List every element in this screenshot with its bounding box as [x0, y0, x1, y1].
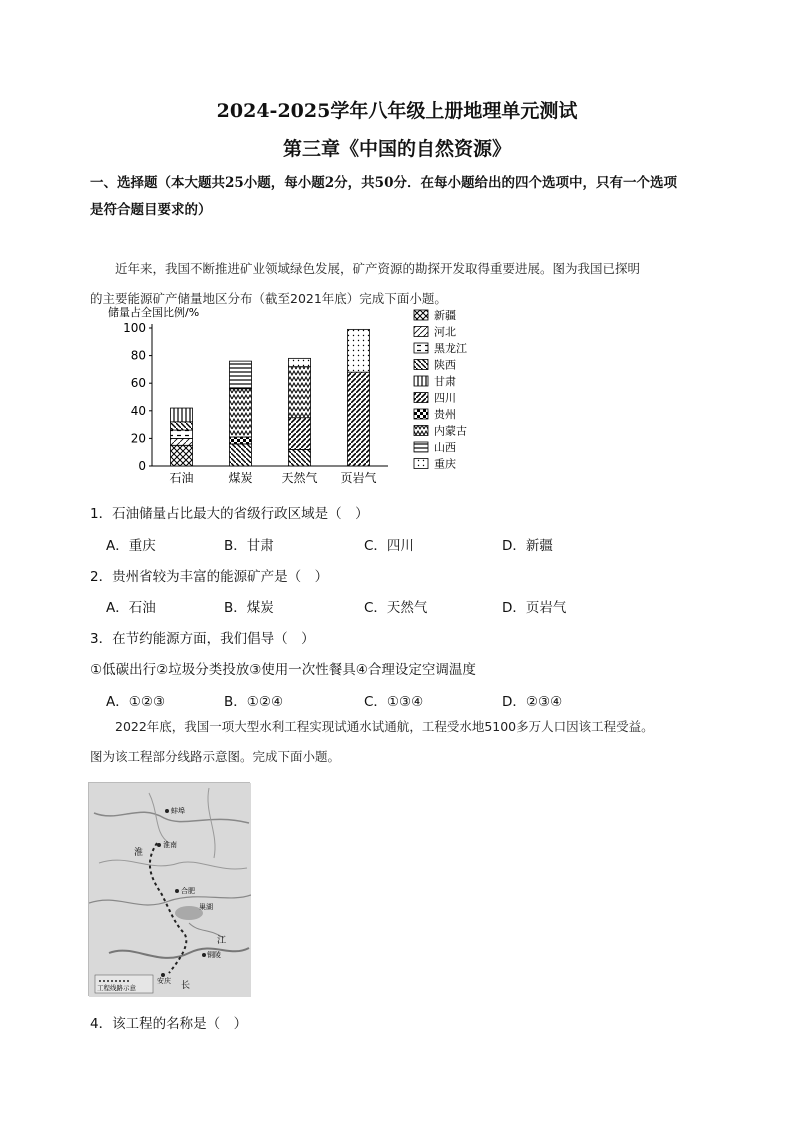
map-drawing [89, 783, 251, 997]
bar-segment [171, 408, 193, 422]
chart-bars [171, 329, 370, 466]
legend-label: 贵州 [434, 408, 456, 421]
legend-swatch [414, 393, 428, 403]
q2-option-b[interactable]: B．煤炭 [224, 600, 274, 616]
bar-segment [289, 418, 311, 450]
bar-segment [171, 438, 193, 445]
chart-ylabel: 储量占全国比例/% [108, 306, 200, 319]
map-label-chang: 长 [181, 981, 191, 991]
question-2-stem: 2．贵州省较为丰富的能源矿产是（ ） [90, 569, 329, 585]
intro2-line1: 2022年底，我国一项大型水利工程实现试通水试通航，工程受水地5100多万人口因该工程受益。 [115, 719, 654, 734]
question-3-stem: 3．在节约能源方面，我们倡导（ ） [90, 631, 315, 647]
chart-legend [414, 309, 467, 471]
map-label-huai: 淮 [134, 848, 144, 858]
question-4-stem: 4．该工程的名称是（ ） [90, 1016, 248, 1032]
bar-segment [230, 361, 252, 389]
map-label-tongling: 铜陵 [207, 951, 221, 959]
section-heading-line1: 一、选择题（本大题共25小题，每小题2分，共50分．在每小题给出的四个选项中，只有一个选项 [90, 175, 677, 191]
map-label-hefei: 合肥 [181, 887, 195, 895]
map-label-bengbu: 蚌埠 [171, 807, 185, 815]
legend-swatch [414, 409, 428, 419]
y-tick-label: 80 [130, 348, 146, 363]
y-tick-label: 100 [123, 321, 146, 335]
bar-segment [289, 367, 311, 418]
legend-label: 山西 [434, 441, 456, 454]
q1-option-c[interactable]: C．四川 [364, 538, 414, 554]
y-tick-label: 0 [138, 459, 146, 473]
legend-label: 新疆 [434, 309, 456, 322]
x-tick-label: 石油 [169, 471, 194, 485]
q3-option-b[interactable]: B．①②④ [224, 694, 284, 710]
legend-swatch [414, 310, 428, 320]
bar-segment [348, 329, 370, 372]
legend-label: 黑龙江 [434, 342, 467, 355]
section-heading [90, 170, 710, 224]
intro1-line1: 近年来，我国不断推进矿业领域绿色发展，矿产资源的勘探开发取得重要进展。图为我国已探明 [115, 261, 641, 276]
legend-swatch [414, 459, 428, 469]
q2-option-a[interactable]: A．石油 [106, 600, 156, 616]
energy-reserves-chart [96, 298, 496, 488]
legend-label: 河北 [434, 325, 456, 339]
map-label-chaohu: 巢湖 [199, 903, 213, 911]
bar-segment [230, 437, 252, 444]
y-tick-label: 20 [130, 431, 146, 446]
legend-swatch [414, 360, 428, 370]
section-heading-line2: 是符合题目要求的） [90, 202, 212, 218]
legend-label: 甘肃 [434, 375, 456, 388]
y-tick-label: 40 [130, 403, 146, 418]
legend-label: 内蒙古 [434, 424, 467, 438]
q1-option-d[interactable]: D．新疆 [502, 538, 553, 554]
bar-segment [171, 430, 193, 438]
bar-segment [289, 449, 311, 466]
legend-label: 重庆 [434, 457, 456, 471]
bar-segment [289, 358, 311, 366]
q2-option-c[interactable]: C．天然气 [364, 600, 428, 616]
x-tick-label: 页岩气 [340, 471, 377, 485]
x-tick-label: 煤炭 [228, 471, 253, 485]
q1-option-b[interactable]: B．甘肃 [224, 538, 274, 554]
q1-option-a[interactable]: A．重庆 [106, 538, 156, 554]
legend-label: 四川 [434, 391, 456, 405]
project-route-map [88, 782, 250, 996]
map-label-anqing: 安庆 [157, 977, 171, 985]
map-label-jiang: 江 [217, 936, 227, 946]
legend-swatch [414, 442, 428, 452]
q3-option-a[interactable]: A．①②③ [106, 694, 166, 710]
bar-segment [348, 372, 370, 466]
bar-segment [171, 445, 193, 466]
page-subtitle: 第三章《中国的自然资源》 [282, 138, 511, 160]
question-1-stem: 1．石油储量占比最大的省级行政区域是（ ） [90, 506, 369, 522]
legend-swatch [414, 327, 428, 337]
map-legend-label: 工程线路示意 [97, 984, 136, 992]
bar-segment [171, 422, 193, 430]
intro1-line2: 的主要能源矿产储量地区分布（截至2021年底）完成下面小题。 [90, 291, 447, 306]
q3-option-c[interactable]: C．①③④ [364, 694, 424, 710]
intro-paragraph-2 [90, 712, 720, 772]
q2-option-d[interactable]: D．页岩气 [502, 600, 567, 616]
y-tick-label: 60 [130, 376, 146, 391]
map-label-huainan: 淮南 [163, 841, 177, 849]
page-title: 2024-2025学年八年级上册地理单元测试 [216, 100, 578, 122]
legend-swatch [414, 376, 428, 386]
q3-option-d[interactable]: D．②③④ [502, 694, 563, 710]
question-3-items: ①低碳出行②垃圾分类投放③使用一次性餐具④合理设定空调温度 [90, 662, 476, 678]
bar-segment [230, 444, 252, 466]
legend-swatch [414, 343, 428, 353]
bar-segment [230, 389, 252, 437]
legend-swatch [414, 426, 428, 436]
x-tick-label: 天然气 [281, 471, 318, 485]
legend-label: 陕西 [434, 358, 456, 372]
intro2-line2: 图为该工程部分线路示意图。完成下面小题。 [90, 749, 341, 764]
